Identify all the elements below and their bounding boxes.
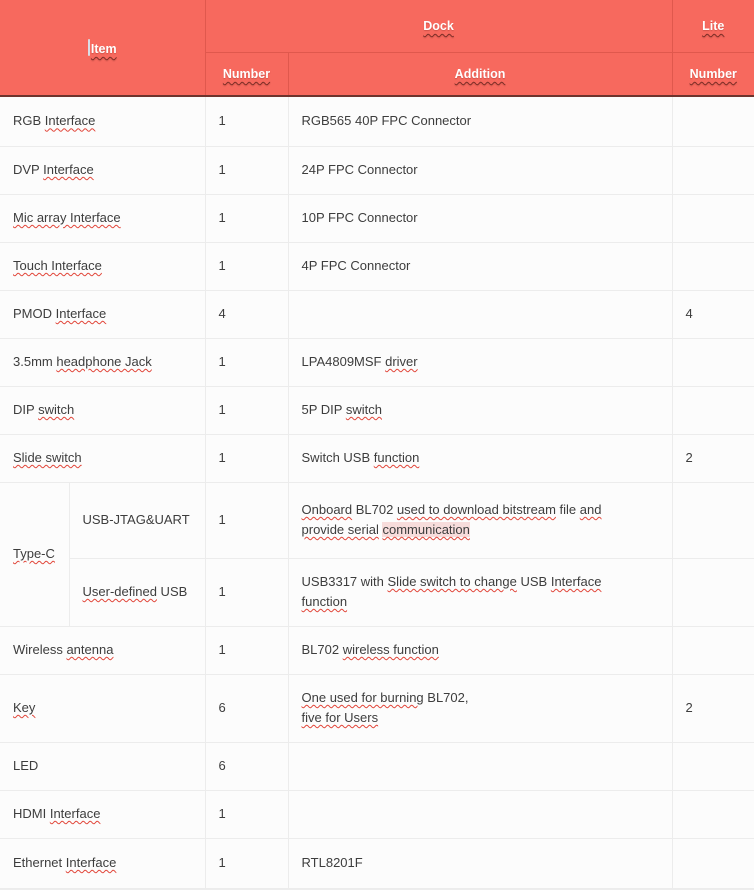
table-row <box>0 290 754 338</box>
cell-dock-addition: RTL8201F <box>288 838 672 888</box>
table-row <box>0 194 754 242</box>
table-row <box>0 96 754 146</box>
cell-dock-number: 1 <box>205 146 288 194</box>
header-item: Item <box>0 0 205 96</box>
cell-dock-number: 6 <box>205 742 288 790</box>
addition-line: provide serial communication <box>301 522 470 537</box>
table-row <box>0 434 754 482</box>
cell-lite-number <box>672 482 754 558</box>
cell-dock-addition: 10P FPC Connector <box>288 194 672 242</box>
cell-item: LED <box>0 742 205 790</box>
cell-item: DIP switch <box>0 386 205 434</box>
cell-item: Key <box>0 674 205 742</box>
cell-item: 3.5mm headphone Jack <box>0 338 205 386</box>
cell-dock-number: 6 <box>205 674 288 742</box>
cell-dock-number: 1 <box>205 790 288 838</box>
cell-lite-number <box>672 558 754 626</box>
addition-line: five for Users <box>301 710 379 725</box>
table-row <box>0 386 754 434</box>
cell-dock-number: 1 <box>205 386 288 434</box>
cell-dock-addition: Switch USB function <box>288 434 672 482</box>
table-row <box>0 482 754 558</box>
cell-item: Ethernet Interface <box>0 838 205 888</box>
cell-item: Slide switch <box>0 434 205 482</box>
cell-dock-addition <box>288 674 672 742</box>
cell-item: Mic array Interface <box>0 194 205 242</box>
cell-lite-number: 2 <box>672 674 754 742</box>
header-dock-number: Number <box>205 52 288 96</box>
table-row <box>0 146 754 194</box>
cell-lite-number <box>672 790 754 838</box>
header-dock-addition: Addition <box>288 52 672 96</box>
header-dock: Dock <box>205 0 672 52</box>
header-lite-number: Number <box>672 52 754 96</box>
cell-dock-number: 4 <box>205 290 288 338</box>
cell-dock-addition <box>288 558 672 626</box>
table-row <box>0 242 754 290</box>
table-row <box>0 838 754 888</box>
addition-line: function <box>301 594 348 609</box>
cell-item-sub: USB-JTAG&UART <box>69 482 205 558</box>
cell-item: PMOD Interface <box>0 290 205 338</box>
cell-lite-number <box>672 626 754 674</box>
cell-dock-addition: RGB565 40P FPC Connector <box>288 96 672 146</box>
cell-lite-number <box>672 242 754 290</box>
cell-dock-addition <box>288 790 672 838</box>
cell-item: DVP Interface <box>0 146 205 194</box>
cell-dock-addition <box>288 742 672 790</box>
cell-lite-number <box>672 838 754 888</box>
cell-dock-number: 1 <box>205 838 288 888</box>
cell-lite-number <box>672 386 754 434</box>
cell-item-sub: User-defined USB <box>69 558 205 626</box>
cell-dock-addition <box>288 482 672 558</box>
cell-dock-number: 1 <box>205 626 288 674</box>
header-row-top <box>0 0 754 52</box>
table-row <box>0 674 754 742</box>
cell-dock-addition: LPA4809MSF driver <box>288 338 672 386</box>
text-cursor <box>88 39 90 56</box>
cell-item: Wireless antenna <box>0 626 205 674</box>
addition-line: USB3317 with Slide switch to change USB Interface <box>301 574 602 589</box>
cell-dock-addition: 4P FPC Connector <box>288 242 672 290</box>
addition-line: Onboard BL702 used to download bitstream file and <box>301 502 602 517</box>
cell-item: RGB Interface <box>0 96 205 146</box>
cell-lite-number <box>672 146 754 194</box>
cell-dock-addition: BL702 wireless function <box>288 626 672 674</box>
cell-dock-number: 1 <box>205 338 288 386</box>
table-row <box>0 742 754 790</box>
cell-item: Touch Interface <box>0 242 205 290</box>
cell-dock-addition: 5P DIP switch <box>288 386 672 434</box>
cell-dock-addition <box>288 290 672 338</box>
table-row <box>0 558 754 626</box>
cell-dock-number: 1 <box>205 558 288 626</box>
cell-dock-number: 1 <box>205 96 288 146</box>
cell-lite-number <box>672 194 754 242</box>
cell-dock-number: 1 <box>205 482 288 558</box>
cell-dock-number: 1 <box>205 194 288 242</box>
cell-lite-number <box>672 96 754 146</box>
table-row <box>0 790 754 838</box>
cell-dock-number: 1 <box>205 242 288 290</box>
cell-dock-addition: 24P FPC Connector <box>288 146 672 194</box>
table-header <box>0 0 754 96</box>
table-row <box>0 338 754 386</box>
cell-lite-number <box>672 742 754 790</box>
cell-lite-number: 4 <box>672 290 754 338</box>
cell-item-group-typec: Type-C <box>0 482 69 626</box>
cell-lite-number <box>672 338 754 386</box>
cell-lite-number: 2 <box>672 434 754 482</box>
header-lite: Lite <box>672 0 754 52</box>
cell-item: HDMI Interface <box>0 790 205 838</box>
cell-dock-number: 1 <box>205 434 288 482</box>
table-row <box>0 626 754 674</box>
addition-line: One used for burning BL702, <box>301 690 469 705</box>
